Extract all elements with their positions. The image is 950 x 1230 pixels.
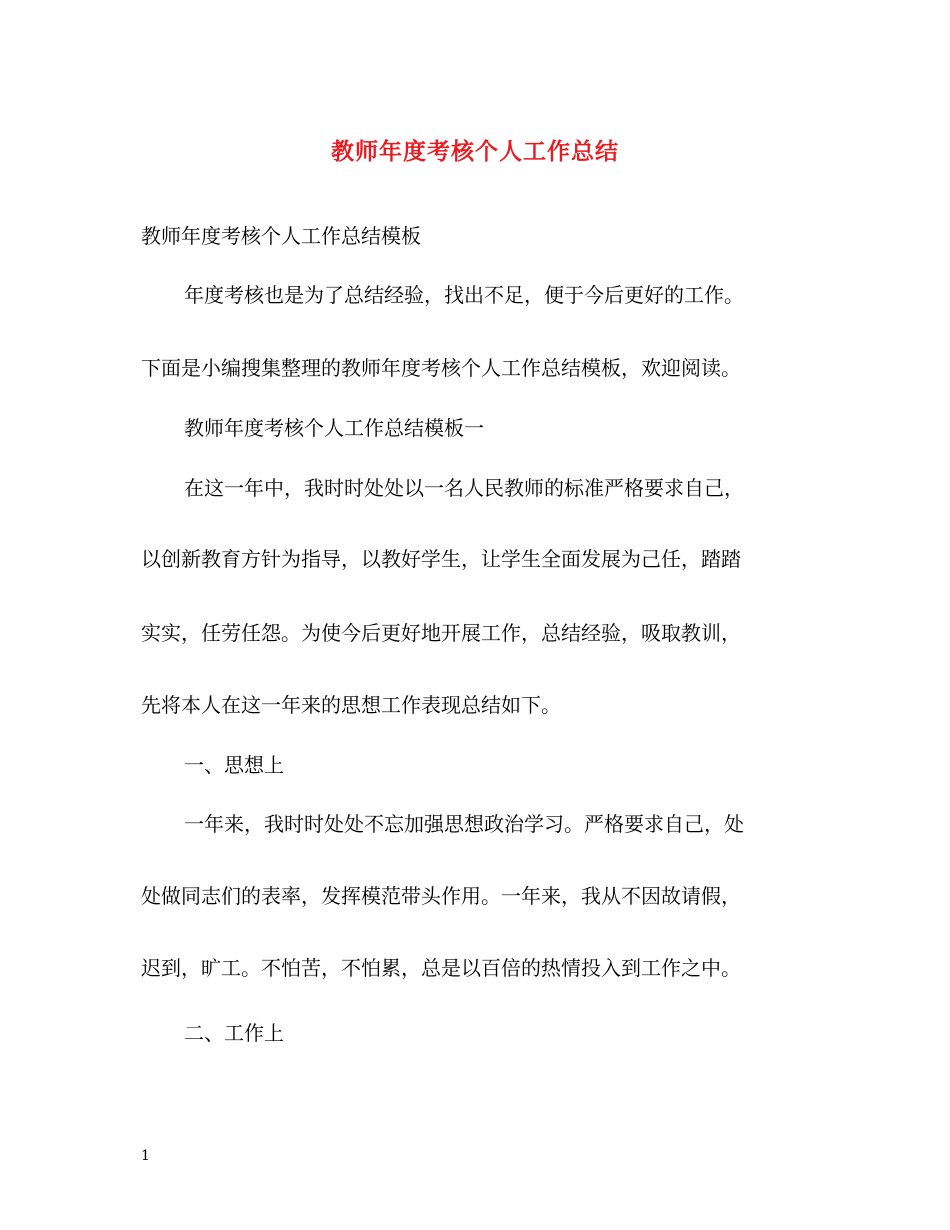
- paragraph-line: 下面是小编搜集整理的教师年度考核个人工作总结模板，欢迎阅读。: [141, 356, 741, 380]
- paragraph-line: 年度考核也是为了总结经验，找出不足，便于今后更好的工作。: [184, 283, 744, 307]
- paragraph-line: 处做同志们的表率，发挥模范带头作用。一年来，我从不因故请假，: [141, 884, 741, 908]
- section-heading: 教师年度考核个人工作总结模板一: [184, 416, 484, 440]
- paragraph-line: 实实，任劳任怨。为使今后更好地开展工作，总结经验，吸取教训，: [141, 621, 741, 645]
- paragraph-line: 一年来，我时时处处不忘加强思想政治学习。严格要求自己，处: [184, 812, 744, 836]
- document-title: 教师年度考核个人工作总结: [331, 138, 619, 165]
- paragraph-line: 以创新教育方针为指导，以教好学生，让学生全面发展为己任，踏踏: [141, 547, 741, 571]
- section-heading: 二、工作上: [184, 1021, 284, 1045]
- paragraph-line: 迟到，旷工。不怕苦，不怕累，总是以百倍的热情投入到工作之中。: [141, 956, 741, 980]
- paragraph-line: 先将本人在这一年来的思想工作表现总结如下。: [141, 693, 561, 717]
- subtitle-line: 教师年度考核个人工作总结模板: [141, 224, 421, 248]
- page-number: 1: [141, 1148, 150, 1164]
- section-heading: 一、思想上: [184, 753, 284, 777]
- paragraph-line: 在这一年中，我时时处处以一名人民教师的标准严格要求自己，: [184, 476, 744, 500]
